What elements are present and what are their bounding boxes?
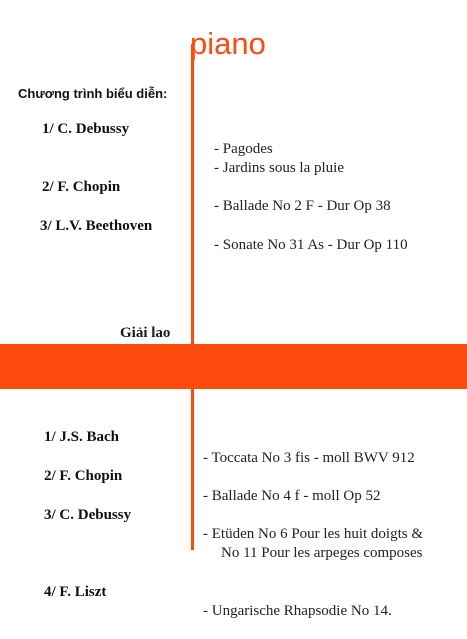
piece-item: - Etüden No 6 Pour les huit doigts & xyxy=(203,526,423,542)
piece-item: - Ungarische Rhapsodie No 14. xyxy=(203,603,392,619)
piece-item: No 11 Pour les arpeges composes xyxy=(221,545,423,561)
composer-item: 2/ F. Chopin xyxy=(44,468,123,484)
piece-item: - Pagodes xyxy=(214,141,273,157)
composer-item: 3/ L.V. Beethoven xyxy=(40,218,153,234)
intermission-band xyxy=(0,344,467,389)
composer-item: 3/ C. Debussy xyxy=(44,507,132,523)
piece-item: - Ballade No 4 f - moll Op 52 xyxy=(203,488,381,504)
divider-line-bottom xyxy=(191,389,194,550)
program-heading: Chương trình biểu diễn: xyxy=(18,86,168,101)
composer-item: 1/ J.S. Bach xyxy=(44,429,120,445)
divider-line-top xyxy=(191,44,194,344)
piece-item: - Jardins sous la pluie xyxy=(214,160,344,176)
composer-item: 1/ C. Debussy xyxy=(42,121,130,137)
composer-item: 2/ F. Chopin xyxy=(42,179,121,195)
piece-item: - Sonate No 31 As - Dur Op 110 xyxy=(214,237,408,253)
piece-item: - Toccata No 3 fis - moll BWV 912 xyxy=(203,450,415,466)
page-title: piano xyxy=(190,26,266,61)
composer-item: 4/ F. Liszt xyxy=(44,584,107,600)
piece-item: - Ballade No 2 F - Dur Op 38 xyxy=(214,198,391,214)
intermission-label: Giải lao xyxy=(120,325,171,341)
